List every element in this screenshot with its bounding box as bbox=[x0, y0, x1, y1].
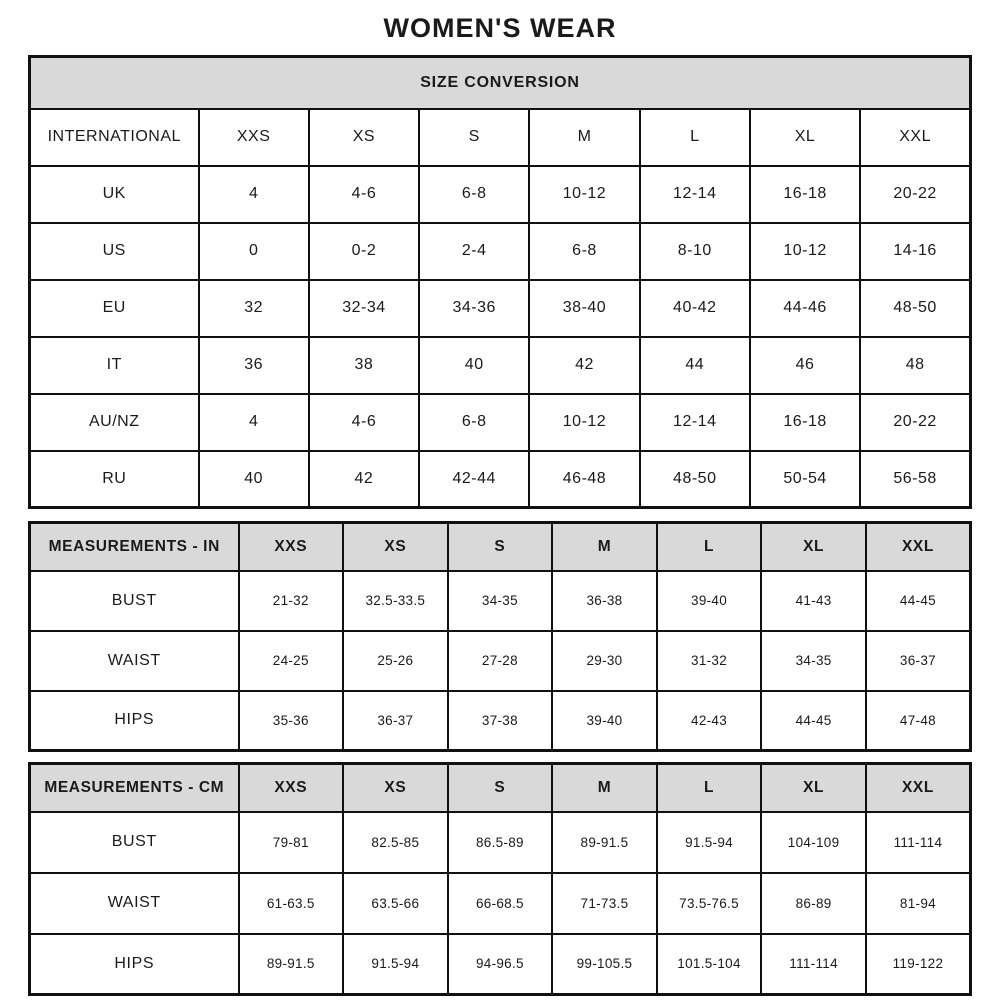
table-row bbox=[30, 812, 971, 873]
column-header: L bbox=[657, 764, 762, 812]
cell: 42-44 bbox=[419, 451, 529, 508]
column-header: S bbox=[448, 764, 553, 812]
cell: 21-32 bbox=[239, 571, 344, 631]
cell: 0-2 bbox=[309, 223, 419, 280]
cell: 8-10 bbox=[640, 223, 750, 280]
cell: 89-91.5 bbox=[552, 812, 657, 873]
cell: 46 bbox=[750, 337, 860, 394]
column-header: XS bbox=[343, 523, 448, 571]
column-header: XL bbox=[761, 523, 866, 571]
cell: 46-48 bbox=[529, 451, 639, 508]
cell: 86.5-89 bbox=[448, 812, 553, 873]
column-header: XXS bbox=[199, 109, 309, 166]
cell: 6-8 bbox=[419, 394, 529, 451]
cell: 39-40 bbox=[657, 571, 762, 631]
row-label: HIPS bbox=[30, 691, 239, 751]
column-header: XXL bbox=[866, 764, 971, 812]
cell: 36-38 bbox=[552, 571, 657, 631]
cell: 66-68.5 bbox=[448, 873, 553, 934]
cell: 61-63.5 bbox=[239, 873, 344, 934]
cell: 101.5-104 bbox=[657, 934, 762, 995]
cell: 29-30 bbox=[552, 631, 657, 691]
cell: 27-28 bbox=[448, 631, 553, 691]
cell: 41-43 bbox=[761, 571, 866, 631]
measurements-in-title: MEASUREMENTS - IN bbox=[30, 523, 239, 571]
row-label: UK bbox=[30, 166, 199, 223]
cell: 81-94 bbox=[866, 873, 971, 934]
column-header: L bbox=[640, 109, 750, 166]
cell: 119-122 bbox=[866, 934, 971, 995]
cell: 111-114 bbox=[866, 812, 971, 873]
cell: 82.5-85 bbox=[343, 812, 448, 873]
cell: 44 bbox=[640, 337, 750, 394]
cell: 12-14 bbox=[640, 394, 750, 451]
cell: 34-36 bbox=[419, 280, 529, 337]
row-label: US bbox=[30, 223, 199, 280]
table-row bbox=[30, 631, 971, 691]
cell: 73.5-76.5 bbox=[657, 873, 762, 934]
cell: 24-25 bbox=[239, 631, 344, 691]
cell: 42 bbox=[529, 337, 639, 394]
cell: 37-38 bbox=[448, 691, 553, 751]
column-header: XS bbox=[343, 764, 448, 812]
cell: 20-22 bbox=[860, 394, 970, 451]
cell: 44-45 bbox=[866, 571, 971, 631]
cell: 31-32 bbox=[657, 631, 762, 691]
cell: 0 bbox=[199, 223, 309, 280]
cell: 16-18 bbox=[750, 394, 860, 451]
row-label: BUST bbox=[30, 571, 239, 631]
row-label: WAIST bbox=[30, 631, 239, 691]
cell: 36 bbox=[199, 337, 309, 394]
cell: 44-46 bbox=[750, 280, 860, 337]
table-row bbox=[30, 934, 971, 995]
row-label: HIPS bbox=[30, 934, 239, 995]
cell: 25-26 bbox=[343, 631, 448, 691]
row-label: RU bbox=[30, 451, 199, 508]
cell: 4 bbox=[199, 394, 309, 451]
cell: 44-45 bbox=[761, 691, 866, 751]
table-row bbox=[30, 691, 971, 751]
cell: 91.5-94 bbox=[657, 812, 762, 873]
cell: 2-4 bbox=[419, 223, 529, 280]
cell: 32 bbox=[199, 280, 309, 337]
cell: 71-73.5 bbox=[552, 873, 657, 934]
cell: 35-36 bbox=[239, 691, 344, 751]
table-row bbox=[30, 57, 971, 109]
table-row bbox=[30, 523, 971, 571]
cell: 34-35 bbox=[448, 571, 553, 631]
table-row bbox=[30, 280, 971, 337]
cell: 42-43 bbox=[657, 691, 762, 751]
cell: 36-37 bbox=[866, 631, 971, 691]
table-row bbox=[30, 394, 971, 451]
row-label: EU bbox=[30, 280, 199, 337]
cell: 6-8 bbox=[419, 166, 529, 223]
cell: 38-40 bbox=[529, 280, 639, 337]
column-header: S bbox=[419, 109, 529, 166]
cell: 40 bbox=[199, 451, 309, 508]
column-header: XXL bbox=[860, 109, 970, 166]
measurements-in-table bbox=[28, 521, 972, 752]
cell: 42 bbox=[309, 451, 419, 508]
cell: 12-14 bbox=[640, 166, 750, 223]
cell: 16-18 bbox=[750, 166, 860, 223]
cell: 32.5-33.5 bbox=[343, 571, 448, 631]
row-label: IT bbox=[30, 337, 199, 394]
cell: 91.5-94 bbox=[343, 934, 448, 995]
column-header: XXL bbox=[866, 523, 971, 571]
cell: 14-16 bbox=[860, 223, 970, 280]
cell: 47-48 bbox=[866, 691, 971, 751]
cell: 38 bbox=[309, 337, 419, 394]
column-header: XL bbox=[761, 764, 866, 812]
cell: 111-114 bbox=[761, 934, 866, 995]
row-label: AU/NZ bbox=[30, 394, 199, 451]
cell: 32-34 bbox=[309, 280, 419, 337]
cell: 10-12 bbox=[529, 166, 639, 223]
cell: 86-89 bbox=[761, 873, 866, 934]
column-header: XS bbox=[309, 109, 419, 166]
size-conversion-title: SIZE CONVERSION bbox=[30, 57, 971, 109]
cell: 56-58 bbox=[860, 451, 970, 508]
table-row bbox=[30, 223, 971, 280]
table-row bbox=[30, 109, 971, 166]
column-header: M bbox=[552, 764, 657, 812]
column-header: L bbox=[657, 523, 762, 571]
cell: 104-109 bbox=[761, 812, 866, 873]
cell: 63.5-66 bbox=[343, 873, 448, 934]
table-row bbox=[30, 764, 971, 812]
cell: 10-12 bbox=[750, 223, 860, 280]
table-row bbox=[30, 873, 971, 934]
column-header: XXS bbox=[239, 764, 344, 812]
cell: 34-35 bbox=[761, 631, 866, 691]
column-header: XL bbox=[750, 109, 860, 166]
cell: 50-54 bbox=[750, 451, 860, 508]
table-row bbox=[30, 451, 971, 508]
cell: 94-96.5 bbox=[448, 934, 553, 995]
cell: 89-91.5 bbox=[239, 934, 344, 995]
column-header: M bbox=[529, 109, 639, 166]
row-label: BUST bbox=[30, 812, 239, 873]
cell: 4 bbox=[199, 166, 309, 223]
cell: 40-42 bbox=[640, 280, 750, 337]
cell: 36-37 bbox=[343, 691, 448, 751]
page-title: WOMEN'S WEAR bbox=[383, 13, 617, 43]
table-row bbox=[30, 337, 971, 394]
cell: 99-105.5 bbox=[552, 934, 657, 995]
cell: 20-22 bbox=[860, 166, 970, 223]
measurements-cm-table bbox=[28, 762, 972, 996]
cell: 6-8 bbox=[529, 223, 639, 280]
cell: 40 bbox=[419, 337, 529, 394]
cell: 79-81 bbox=[239, 812, 344, 873]
column-header: M bbox=[552, 523, 657, 571]
row-label: WAIST bbox=[30, 873, 239, 934]
cell: 10-12 bbox=[529, 394, 639, 451]
column-header: INTERNATIONAL bbox=[30, 109, 199, 166]
size-conversion-table bbox=[28, 55, 972, 509]
table-row bbox=[30, 571, 971, 631]
measurements-cm-title: MEASUREMENTS - CM bbox=[30, 764, 239, 812]
table-row bbox=[30, 166, 971, 223]
cell: 48-50 bbox=[640, 451, 750, 508]
cell: 4-6 bbox=[309, 166, 419, 223]
column-header: S bbox=[448, 523, 553, 571]
cell: 4-6 bbox=[309, 394, 419, 451]
cell: 39-40 bbox=[552, 691, 657, 751]
column-header: XXS bbox=[239, 523, 344, 571]
cell: 48 bbox=[860, 337, 970, 394]
cell: 48-50 bbox=[860, 280, 970, 337]
